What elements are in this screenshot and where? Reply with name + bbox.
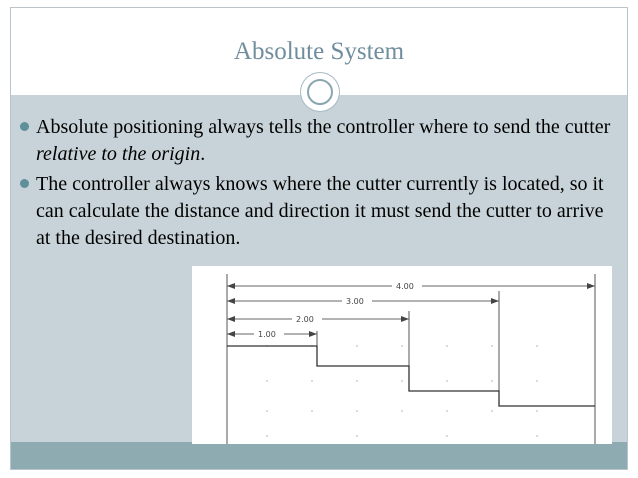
extension-lines xyxy=(227,274,595,444)
bullet-text-end: . xyxy=(200,143,206,165)
circle-ornament-icon xyxy=(301,73,339,111)
bullet-item xyxy=(20,114,620,168)
bullet-list xyxy=(20,114,620,255)
dimension-label-4: 4.00 xyxy=(396,282,414,291)
circle-ornament-inner xyxy=(307,79,333,105)
dimension-lines xyxy=(227,286,595,334)
slide-title: Absolute System xyxy=(233,38,405,65)
dimension-drawing xyxy=(192,266,612,444)
part-profile xyxy=(227,346,595,406)
bullet-text: The controller always knows where the cutter currently is located, so it can calculate the distance and direction it must send the cutter to arrive at the desired destination. xyxy=(36,173,604,249)
bullet-text: Absolute positioning always tells the controller where to send the cutter xyxy=(36,116,611,138)
bullet-emphasis: relative to the origin xyxy=(36,143,201,165)
dimension-figure xyxy=(192,266,612,444)
bullet-dot-icon xyxy=(20,179,29,188)
dimension-label-3: 3.00 xyxy=(346,297,364,306)
dimension-label-1: 1.00 xyxy=(258,330,276,339)
bullet-item xyxy=(20,171,621,252)
bullet-dot-icon xyxy=(20,122,29,131)
dimension-label-2: 2.00 xyxy=(296,315,314,324)
